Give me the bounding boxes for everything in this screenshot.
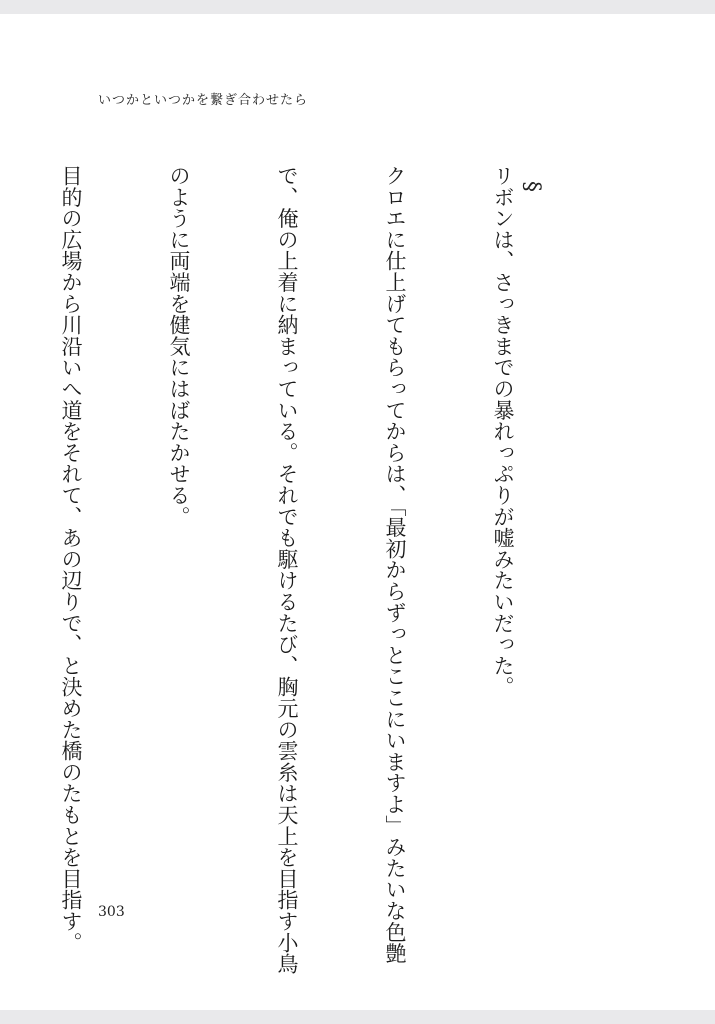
running-head: いつかといつかを繋ぎ合わせたら — [98, 93, 309, 108]
section-mark: § — [519, 181, 544, 192]
text-line: で、俺の上着に納まっている。それでも駆けるたび、胸元の雲糸は天上を目指す小鳥 — [275, 165, 299, 975]
text-line: 目的の広場から川沿いへ道をそれて、あの辺りで、と決めた橋のたもとを目指す。 — [59, 165, 83, 954]
page-number: 303 — [98, 904, 125, 920]
text-line: クロエに仕上げてもらってからは、「最初からずっとここにいますよ」みたいな色艶 — [383, 165, 407, 964]
book-page — [0, 14, 715, 1010]
text-line: のように両端を健気にはばたかせる。 — [167, 165, 191, 528]
text-line: リボンは、さっきまでの暴れっぷりが嘘みたいだった。 — [491, 165, 515, 698]
